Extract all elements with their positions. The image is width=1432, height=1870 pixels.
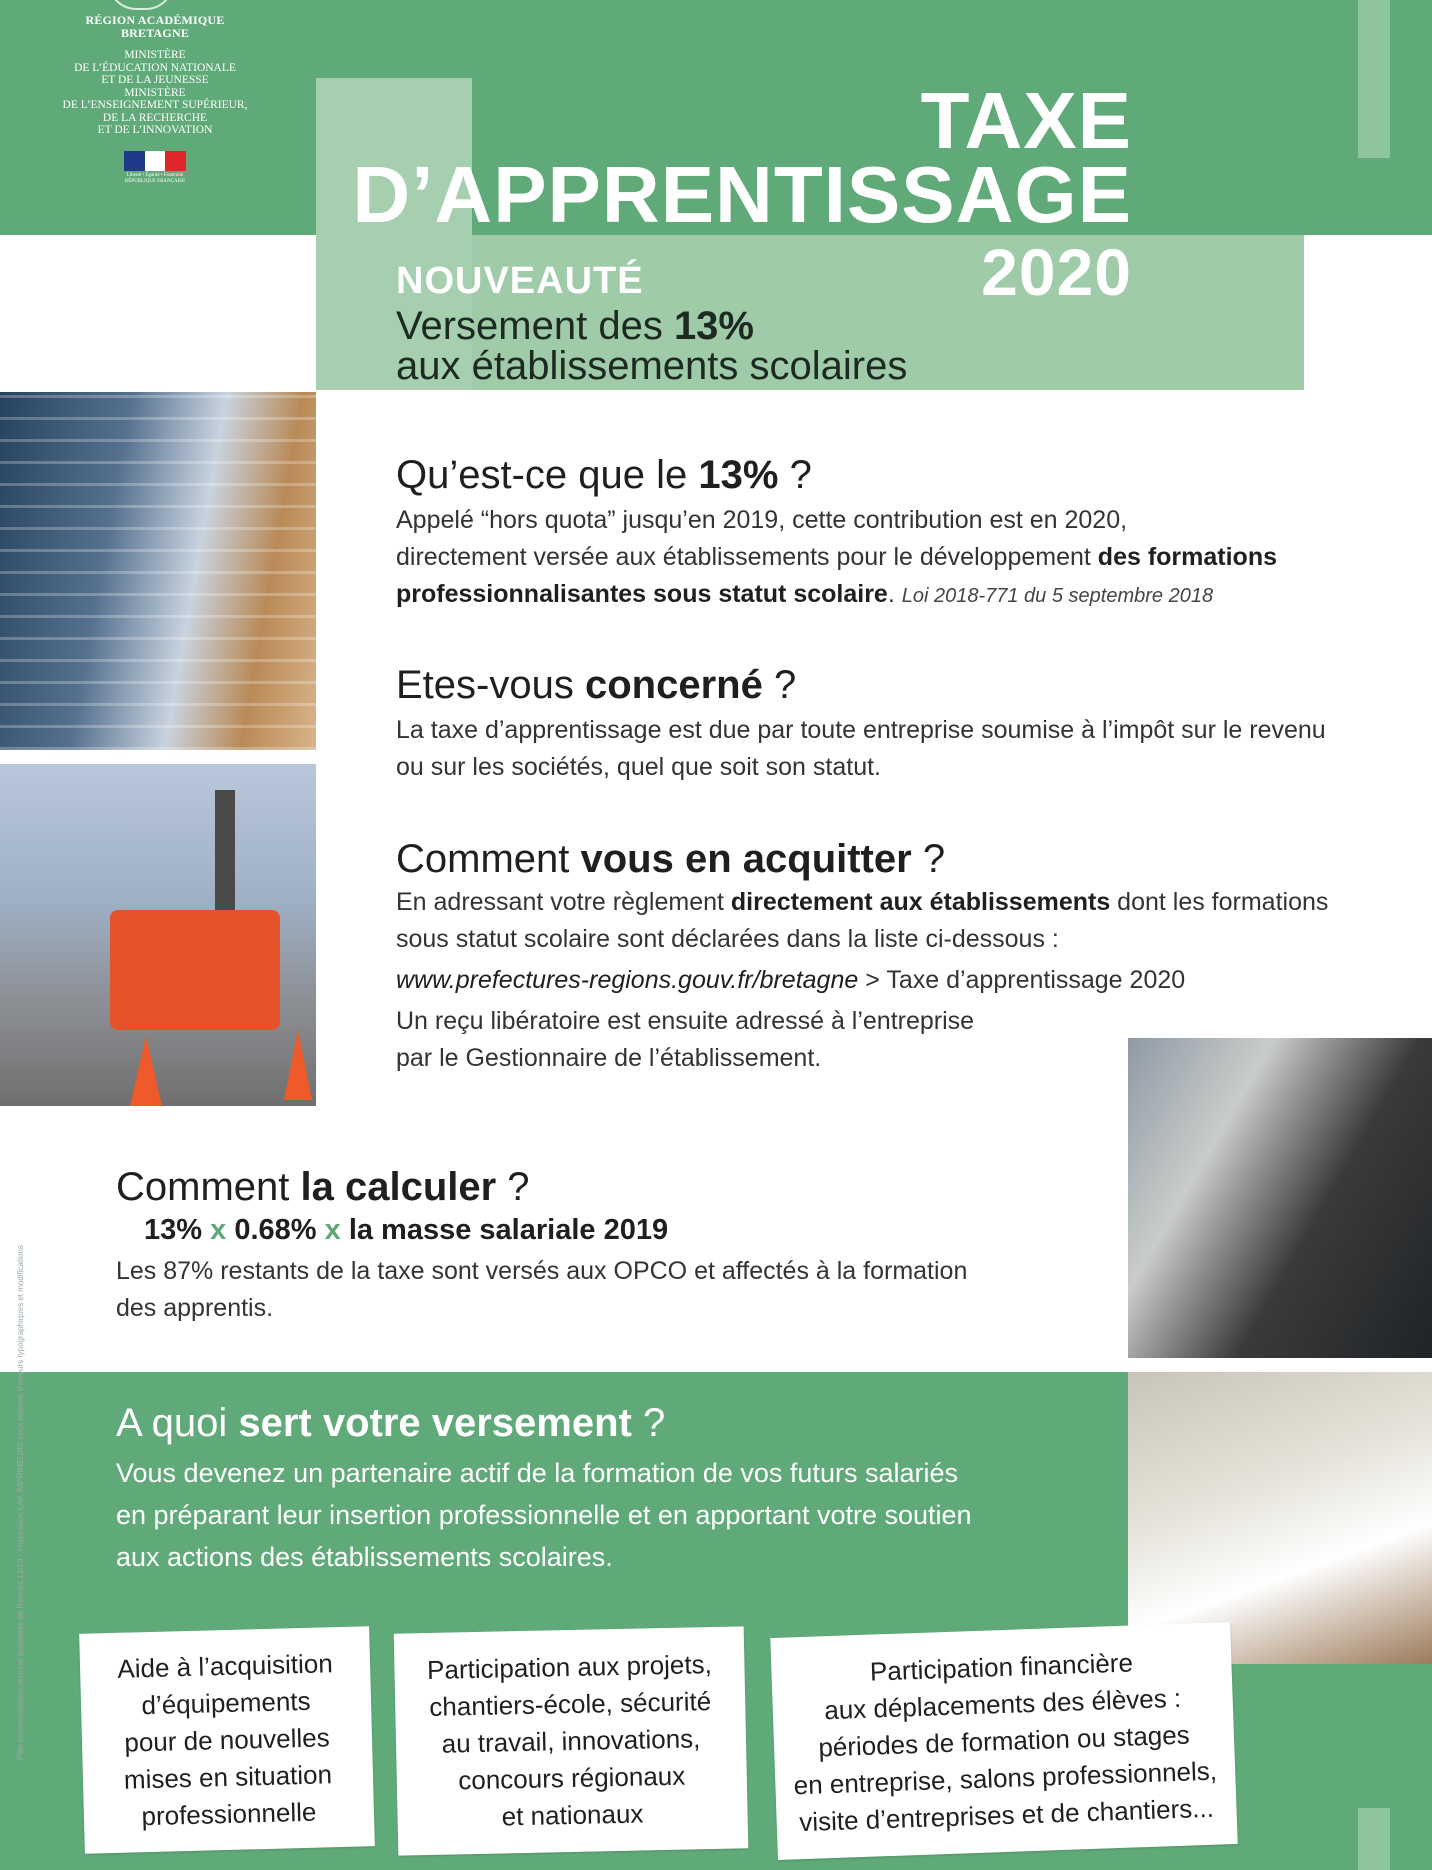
section1-heading: Qu’est-ce que le 13% ? xyxy=(396,453,812,497)
title-line2: D’APPRENTISSAGE xyxy=(352,150,1132,239)
forklift-body-shape xyxy=(110,910,280,1030)
section3-text: En adressant votre règlement directement aux établissements dont les formations sous statut scolaire sont déclarées dans la liste ci-dessous : www.prefectures-regions.gouv.fr/bretagne > Taxe d’apprentissage 2020 Un reçu libératoire est ensuite adressé à l’entreprise par le Gestionnaire de l’établissement. xyxy=(396,888,1329,1072)
section-what-is-13 xyxy=(396,452,1356,615)
traffic-cone-icon xyxy=(130,1036,162,1106)
photo-workshop-students xyxy=(1128,1038,1432,1358)
section-how-to-pay xyxy=(396,836,1356,1077)
card-equipment: Aide à l’acquisition d’équipements pour de nouvelles mises en situation professionnelle xyxy=(79,1626,375,1854)
decorative-bar-top xyxy=(1358,0,1390,158)
print-credit: Pôle communication rectorat académie de Rennes 12/19 - Impression LAK IMPRIMEURS sous réserve d’erreurs typographiques et modifications xyxy=(16,1245,25,1760)
traffic-cone-icon xyxy=(284,1030,312,1100)
ministry2-line1: MINISTÈRE xyxy=(124,86,186,99)
photo-kitchen-students xyxy=(1128,1372,1432,1664)
title-year: 2020 xyxy=(981,235,1132,309)
subtitle: Versement des 13% aux établissements scolaires xyxy=(396,304,908,388)
ministry1-line1: MINISTÈRE xyxy=(124,49,186,61)
section4-text: Les 87% restants de la taxe sont versés aux OPCO et affectés à la formation des apprentis. xyxy=(116,1257,968,1322)
section5-heading: A quoi sert votre versement ? xyxy=(116,1401,666,1445)
section5-text: Vous devenez un partenaire actif de la formation de vos futurs salariés en préparant leur insertion professionnelle et en apportant votre soutien aux actions des établissements scolaires. xyxy=(116,1458,972,1572)
subtitle-bold: 13% xyxy=(673,304,754,348)
photo-server-rack xyxy=(0,392,316,750)
subtitle-line2: aux établissements scolaires xyxy=(396,344,908,388)
multiply-sign: x xyxy=(210,1214,227,1246)
ministry1-line3: ET DE LA JEUNESSE xyxy=(101,74,209,86)
law-reference: Loi 2018-771 du 5 septembre 2018 xyxy=(901,585,1214,607)
prefecture-link[interactable]: www.prefectures-regions.gouv.fr/bretagne xyxy=(396,966,859,994)
decorative-bar-bottom xyxy=(1358,1808,1390,1870)
section1-text: Appelé “hors quota” jusqu’en 2019, cette contribution est en 2020, directement versée aux établissements pour le développement des formations professionnalisantes sous statut scolaire. Loi 2018-771 du 5 septembre 2018 xyxy=(396,506,1277,608)
section4-heading: Comment la calculer ? xyxy=(116,1165,530,1209)
ministry-logo-block xyxy=(40,0,270,210)
section-calculate xyxy=(116,1164,1116,1327)
section-purpose xyxy=(116,1400,1116,1578)
multiply-sign: x xyxy=(324,1214,341,1246)
card-travel: Participation financière aux déplacements des élèves : périodes de formation ou stages en entreprise, salons professionnels, visite d’entreprises et de chantiers... xyxy=(770,1622,1237,1860)
section3-heading: Comment vous en acquitter ? xyxy=(396,837,946,881)
section2-heading: Etes-vous concerné ? xyxy=(396,663,797,707)
flag-motto: Liberté • Égalité • Fraternité xyxy=(126,172,184,178)
flag-label: RÉPUBLIQUE FRANÇAISE xyxy=(124,178,186,184)
region-line2: BRETAGNE xyxy=(120,25,190,40)
ministry2-line3: DE LA RECHERCHE xyxy=(102,111,208,124)
card-projects: Participation aux projets, chantiers-école, sécurité au travail, innovations, concours régionaux et nationaux xyxy=(394,1626,749,1855)
calculation-formula: 13% x 0.68% x la masse salariale 2019 xyxy=(144,1214,669,1246)
section2-text: La taxe d’apprentissage est due par toute entreprise soumise à l’impôt sur le revenu ou sur les sociétés, quel que soit son statut. xyxy=(396,716,1326,781)
nouveaute-label: NOUVEAUTÉ xyxy=(396,260,644,302)
ministry2-line2: DE L’ENSEIGNEMENT SUPÉRIEUR, xyxy=(62,99,248,111)
title-line1: TAXE xyxy=(920,76,1132,165)
ministry2-line4: ET DE L’INNOVATION xyxy=(97,124,213,136)
french-flag-icon xyxy=(124,151,186,171)
ministry1-line2: DE L’ÉDUCATION NATIONALE xyxy=(74,61,236,74)
region-line1: RÉGION ACADÉMIQUE xyxy=(85,13,225,27)
section-concerned xyxy=(396,662,1356,786)
